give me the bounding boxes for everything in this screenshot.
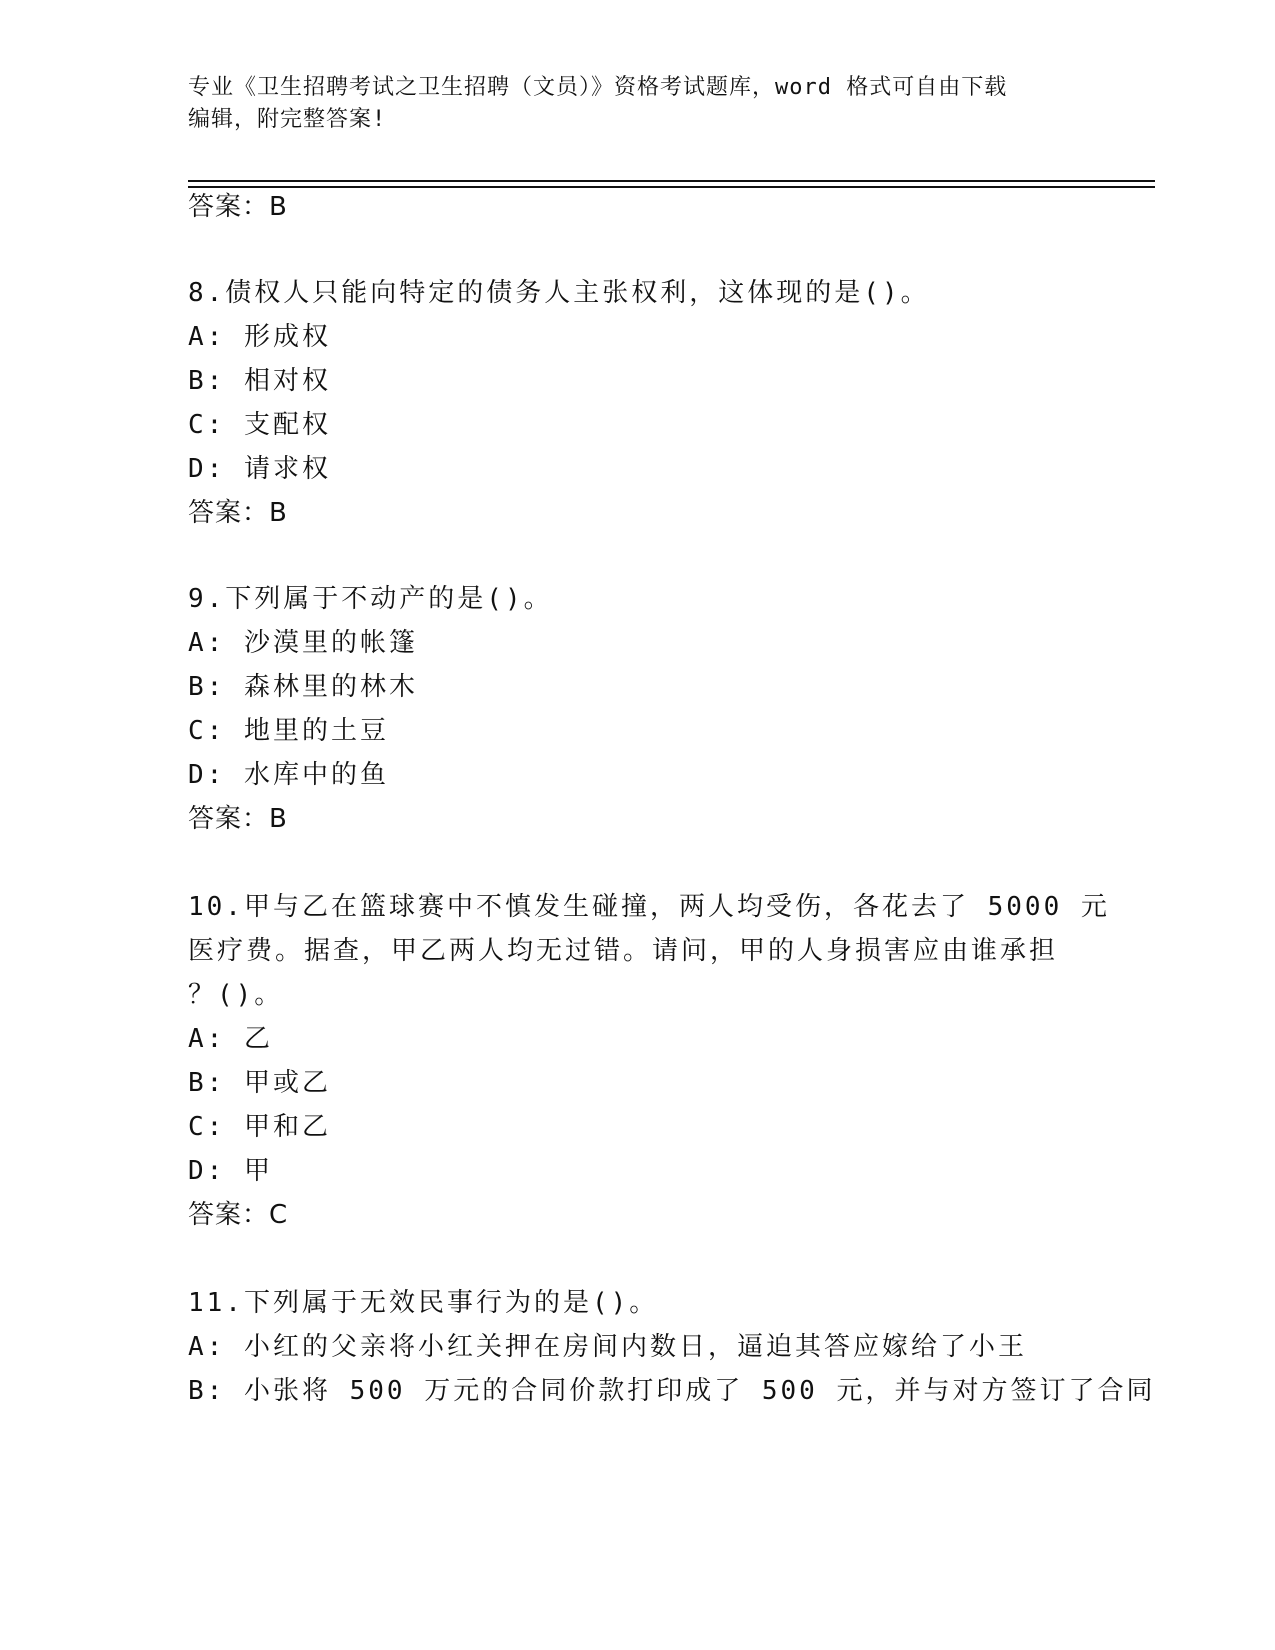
question-10-answer: 答案：C	[188, 1200, 289, 1230]
question-8-stem: 8.债权人只能向特定的债务人主张权利，这体现的是()。	[188, 278, 930, 308]
answer-previous: 答案：B	[188, 192, 288, 222]
header-line-1: 专业《卫生招聘考试之卫生招聘（文员）》资格考试题库，word 格式可自由下载	[188, 75, 1008, 100]
header-rule-bottom	[188, 186, 1155, 188]
header-rule-top	[188, 180, 1155, 182]
question-9-option-d: D: 水库中的鱼	[188, 760, 389, 790]
question-9-answer: 答案：B	[188, 804, 288, 834]
question-10-option-a: A: 乙	[188, 1024, 273, 1054]
question-8-option-d: D: 请求权	[188, 454, 331, 484]
question-8-option-b: B: 相对权	[188, 366, 331, 396]
document-header	[188, 72, 1088, 136]
question-10-option-c: C: 甲和乙	[188, 1112, 331, 1142]
question-8-option-a: A: 形成权	[188, 322, 331, 352]
question-11-option-b: B: 小张将 500 万元的合同价款打印成了 500 元，并与对方签订了合同	[188, 1376, 1156, 1406]
question-9-option-b: B: 森林里的林木	[188, 672, 418, 702]
question-10-stem-line-2: 医疗费。据查，甲乙两人均无过错。请问，甲的人身损害应由谁承担	[188, 936, 1059, 966]
question-10-stem-line-1: 10.甲与乙在篮球赛中不慎发生碰撞，两人均受伤，各花去了 5000 元	[188, 892, 1110, 922]
question-10-stem-line-3: ？()。	[188, 980, 284, 1010]
question-9-option-a: A: 沙漠里的帐篷	[188, 628, 418, 658]
question-9-option-c: C: 地里的土豆	[188, 716, 389, 746]
header-line-2: 编辑，附完整答案!	[188, 107, 387, 132]
question-10-option-b: B: 甲或乙	[188, 1068, 331, 1098]
question-8-option-c: C: 支配权	[188, 410, 331, 440]
question-11-option-a: A: 小红的父亲将小红关押在房间内数日，逼迫其答应嫁给了小王	[188, 1332, 1027, 1362]
question-8-answer: 答案：B	[188, 498, 288, 528]
question-11-stem: 11.下列属于无效民事行为的是()。	[188, 1288, 659, 1318]
question-9-stem: 9.下列属于不动产的是()。	[188, 584, 553, 614]
question-10-option-d: D: 甲	[188, 1156, 273, 1186]
